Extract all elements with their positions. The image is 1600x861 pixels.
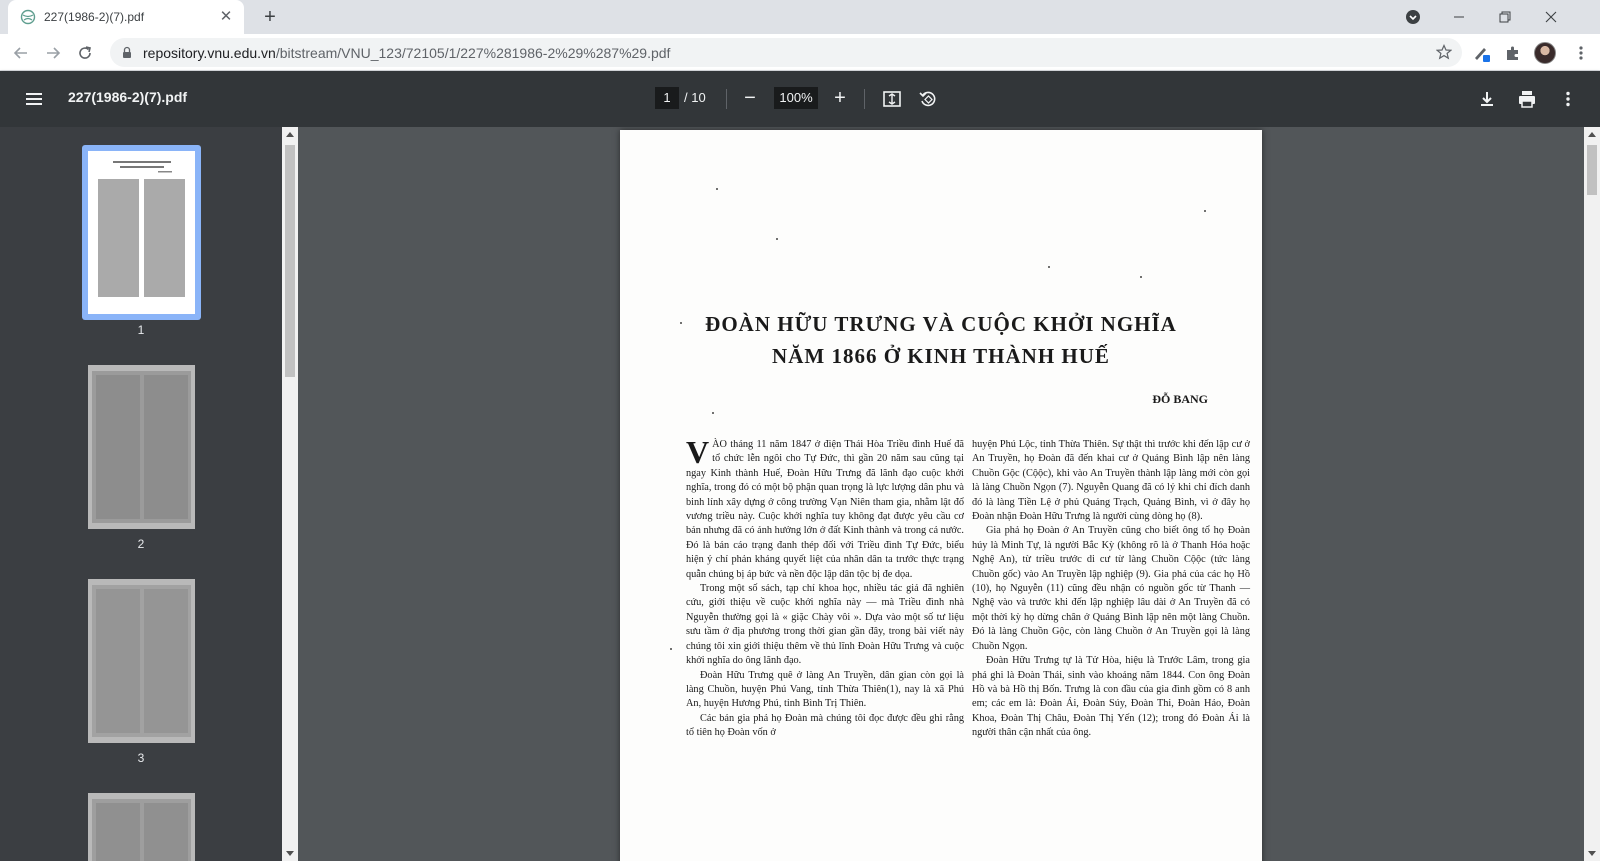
document-title-line-1: ĐOÀN HỮU TRƯNG VÀ CUỘC KHỞI NGHĨA <box>705 312 1177 336</box>
paragraph: huyện Phú Lộc, tỉnh Thừa Thiên. Sự thật thì trước khi đến lập cư ở An Truyền, họ Đoàn đã đến khai cư ở Quảng Bình lập nên làng Chuồn Gộc (Cộộc), khi vào An Truyền thành lập làng mới còn gọi là làng Chuồn Ngọn (7). Nguyễn Quang đã có lý khi chỉ đích danh đó là làng Tiền Lệ ở phủ Quảng Trạch, Quảng Bình, vì ở đây họ Đoàn nhận Đoàn Hữu Trưng là người cùng dòng họ (8). <box>972 439 1250 523</box>
arrow-left-icon <box>13 45 29 61</box>
tab-close-icon[interactable]: ✕ <box>219 8 233 25</box>
scan-speck <box>1140 276 1142 278</box>
restore-icon <box>1499 11 1511 23</box>
close-window-button[interactable] <box>1528 0 1574 34</box>
thumbnail-preview <box>88 579 195 743</box>
lock-icon[interactable] <box>120 46 134 60</box>
paragraph <box>686 434 964 582</box>
document-author: ĐỖ BANG <box>1152 392 1208 406</box>
sidebar-toggle-button[interactable] <box>22 87 46 111</box>
scroll-up-icon[interactable] <box>286 132 294 137</box>
thumbnail-preview <box>88 793 195 861</box>
scan-speck <box>776 238 778 240</box>
print-icon <box>1517 89 1537 109</box>
address-bar[interactable] <box>110 38 1462 67</box>
thumbnail-page-2[interactable] <box>88 365 195 529</box>
thumbnail-label: 3 <box>137 751 145 765</box>
page-number-input[interactable] <box>655 87 679 109</box>
bookmark-star-icon[interactable] <box>1436 44 1452 60</box>
paragraph: Các bản gia phả họ Đoàn mà chúng tôi đọc được đều ghi rằng tổ tiên họ Đoàn vốn ở <box>686 712 964 739</box>
document-canvas <box>298 127 1584 861</box>
close-icon <box>1545 11 1557 23</box>
arrow-right-icon <box>45 45 61 61</box>
download-button[interactable] <box>1475 87 1499 111</box>
thumbnail-label: 2 <box>137 537 145 551</box>
thumbnail-label: 1 <box>137 323 145 337</box>
new-tab-button[interactable]: + <box>264 6 276 28</box>
thumbnail-preview <box>88 365 195 529</box>
tab-title: 227(1986-2)(7).pdf <box>44 10 145 24</box>
thumbnail-page-1[interactable] <box>88 151 195 314</box>
thumbnail-sidebar <box>0 127 282 861</box>
tab-strip <box>0 0 1600 34</box>
url-path: /bitstream/VNU_123/72105/1/227%281986-2%29%287%29.pdf <box>275 44 671 61</box>
globe-icon <box>20 9 36 25</box>
profile-menu-button[interactable] <box>1390 0 1436 34</box>
browser-menu-button[interactable] <box>1568 40 1594 66</box>
scan-speck <box>670 648 672 650</box>
paragraph-text: ÀO tháng 11 năm 1847 ở điện Thái Hòa Triều đình Huế đã tổ chức lễn ngôi cho Tự Đức, thì gần 20 năm sau cũng tại ngay Kinh thành Huế, Đoàn Hữu Trưng đã lãnh đạo cuộc khởi nghĩa, trong đó có một bộ phận quan trọng là lực lượng dân phu và binh lính xây dựng ở công trường Vạn Niên tham gia, nhằm lật đổ vương triều này. Cuộc khởi nghĩa tuy không đạt được yêu cầu cơ bản nhưng đã có ảnh hưởng lớn ở đất Kinh thành và trong cả nước. Đó là bản cáo trạng đanh thép đối với Triều đình Tự Đức, biểu hiện ý chí phản kháng quyết liệt của nhân dân ta trước thực trạng quẫn chúng bị áp bức và nền độc lập dân tộc bị đe dọa. <box>686 439 964 580</box>
text-column-right <box>972 438 1250 741</box>
back-button[interactable] <box>8 40 34 66</box>
puzzle-icon <box>1505 45 1521 61</box>
fit-page-button[interactable] <box>880 87 904 111</box>
forward-button[interactable] <box>40 40 66 66</box>
paragraph: Trong một số sách, tạp chí khoa học, nhiều tác giả đã nghiên cứu, giới thiệu về cuộc khởi nghĩa này — mà Triều đình nhà Nguyễn thường gọi là « giặc Chày vôi ». Dựa vào một số tư liệu sưu tầm ở địa phương trong thời gian gần đây, trong bài viết này chúng tôi xin giới thiệu thêm về thủ lĩnh Đoàn Hữu Trưng và cuộc khởi nghĩa do ông lãnh đạo. <box>686 583 964 667</box>
chevron-circle-icon <box>1405 9 1421 25</box>
rotate-icon <box>918 89 938 109</box>
paragraph: Đoàn Hữu Trưng tự là Tử Hòa, hiệu là Trước Lâm, trong gia phả ghi là Đoàn Thái, sinh vào khoảng năm 1844. Con ông Đoàn Hồ và bà Hồ thị Bốn. Trưng là con đầu của gia đình gồm có 8 anh em; các em là: Đoàn Ái, Đoàn Súy, Đoàn Thi, Đoàn Hảo, Đoàn Khoa, Đoàn Thị Châu, Đoàn Thị Yến (12); trong đó Đoàn Ái là người thân cận nhất của ông. <box>972 655 1250 739</box>
url-host: repository.vnu.edu.vn <box>143 44 276 61</box>
zoom-in-button[interactable]: + <box>834 87 846 109</box>
scroll-down-icon[interactable] <box>1588 851 1596 856</box>
download-icon <box>1477 89 1497 109</box>
scroll-up-icon[interactable] <box>1588 132 1596 137</box>
thumbnail-page-3[interactable] <box>88 579 195 743</box>
reload-button[interactable] <box>72 40 98 66</box>
text-column-left <box>686 434 964 741</box>
profile-avatar[interactable] <box>1534 42 1556 64</box>
document-title-line-2: NĂM 1866 Ở KINH THÀNH HUẾ <box>772 344 1110 368</box>
scan-speck <box>1048 266 1050 268</box>
scroll-down-icon[interactable] <box>286 851 294 856</box>
paragraph: Đoàn Hữu Trưng quê ở làng An Truyền, dân gian còn gọi là làng Chuồn, huyện Phú Vang, tỉnh Thừa Thiên(1), nay là xã Phú An, huyện Hương Phú, tỉnh Bình Trị Thiên. <box>686 669 964 710</box>
scan-speck <box>716 188 718 190</box>
toolbar-divider <box>864 89 865 109</box>
hamburger-icon <box>22 87 46 111</box>
url-text <box>143 45 670 61</box>
toolbar-divider <box>726 89 727 109</box>
fit-page-icon <box>882 89 902 109</box>
pdf-file-title: 227(1986-2)(7).pdf <box>68 89 188 105</box>
extension-pen-button[interactable] <box>1468 40 1494 66</box>
scan-speck <box>712 412 714 414</box>
minimize-icon <box>1453 11 1465 23</box>
extensions-button[interactable] <box>1500 40 1526 66</box>
browser-tab[interactable] <box>8 0 244 34</box>
thumbnail-preview <box>88 151 195 314</box>
pdf-page <box>620 130 1262 861</box>
print-button[interactable] <box>1515 87 1539 111</box>
browser-toolbar <box>0 34 1600 71</box>
pen-extension-icon <box>1472 44 1490 62</box>
scrollbar-thumb[interactable] <box>285 145 295 377</box>
restore-button[interactable] <box>1482 0 1528 34</box>
zoom-level-input[interactable] <box>774 87 818 109</box>
paragraph: Gia phả họ Đoàn ở An Truyền cũng cho biết ông tổ họ Đoàn húy là Minh Tự, là người Bắc Kỳ (không rõ là ở Thanh Hóa hoặc Nghệ An), từ triều trước di cư từ làng Chuồn Cộộc (tức làng Chuồn gốc) vào An Truyền lập nghiệp (9). Gia phả của các họ Hồ (10), họ Nguyễn (11) cũng đều nhận có nguồn gốc từ Thanh — Nghệ vào và trước khi đến lập nghiệp lâu dài ở An Truyền đã có một thời kỳ họ dừng chân ở Quảng Bình lập nên một làng Chuồn. Đó là làng Chuồn Gộc, còn làng Chuồn ở An Truyền gọi là làng Chuồn Ngọn. <box>972 525 1250 652</box>
drop-cap: V <box>686 434 710 470</box>
minimize-button[interactable] <box>1436 0 1482 34</box>
more-actions-button[interactable] <box>1556 87 1580 111</box>
kebab-icon <box>1579 45 1583 61</box>
reload-icon <box>77 45 93 61</box>
kebab-icon <box>1566 91 1570 107</box>
rotate-button[interactable] <box>916 87 940 111</box>
page-total: / 10 <box>684 90 706 105</box>
zoom-out-button[interactable]: − <box>744 87 756 109</box>
thumbnail-page-4[interactable] <box>88 793 195 861</box>
sidebar-scrollbar[interactable] <box>282 127 298 861</box>
document-scrollbar[interactable] <box>1584 127 1600 861</box>
scan-speck <box>1204 210 1206 212</box>
pdf-toolbar <box>0 71 1600 127</box>
scrollbar-thumb[interactable] <box>1587 145 1597 195</box>
